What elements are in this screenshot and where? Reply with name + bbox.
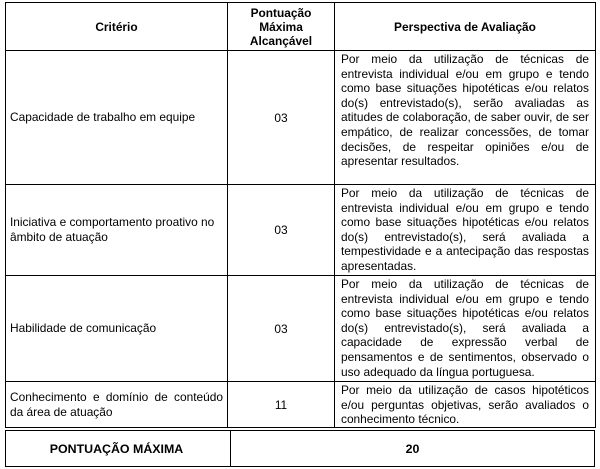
criterio-cell: Habilidade de comunicação [6, 276, 228, 382]
pontuacao-cell: 11 [228, 382, 335, 428]
total-row [5, 430, 595, 467]
header-pontuacao-line1: Pontuação [250, 5, 312, 20]
criterio-cell: Capacidade de trabalho em equipe [6, 51, 228, 185]
header-pontuacao-line2: Máxima [259, 19, 303, 34]
header-perspectiva: Perspectiva de Avaliação [335, 3, 596, 51]
table-row [6, 185, 596, 276]
table-row [6, 276, 596, 382]
header-criterio: Critério [6, 3, 228, 51]
header-pontuacao [228, 3, 335, 51]
total-label: PONTUAÇÃO MÁXIMA [5, 430, 227, 467]
perspectiva-text: Por meio da utilização de técnicas de entrevista individual e/ou em grupo e tendo como base situações hipotéticas e/ou relatos do(s) entrevistado(s), será avaliada a capacidade de expressão verbal de pensamentos e de sentimentos, observado o uso adequado da língua portuguesa. [341, 277, 589, 379]
header-pontuacao-line3: Alcançável [249, 33, 313, 48]
criterio-cell: Iniciativa e comportamento proativo no âmbito de atuação [6, 185, 228, 276]
criteria-table [5, 2, 596, 428]
table-row [6, 51, 596, 185]
perspectiva-cell [335, 276, 596, 382]
pontuacao-cell: 03 [228, 185, 335, 276]
pontuacao-cell: 03 [228, 51, 335, 185]
total-table [5, 430, 595, 467]
pontuacao-cell: 03 [228, 276, 335, 382]
perspectiva-text: Por meio da utilização de casos hipotéticos e/ou perguntas objetivas, serão avaliados o conhecimento técnico. [341, 383, 589, 427]
perspectiva-text: Por meio da utilização de técnicas de entrevista individual e/ou em grupo e tendo como base situações hipotéticas e/ou relatos do(s) entrevistado(s), será avaliada a tempestividade e a antecipação das respostas apresentadas. [341, 186, 589, 273]
perspectiva-text: Por meio da utilização de técnicas de entrevista individual e/ou em grupo e tendo como base situações hipotéticas e/ou relatos do(s) entrevistado(s), serão avaliadas as atitudes de colaboração, de saber ouvir, de ser empático, de realizar concessões, de tomar decisões, de respeitar opiniões e/ou de apresentar resultados. [341, 52, 589, 169]
perspectiva-cell [335, 185, 596, 276]
header-row [6, 3, 596, 51]
table-row [6, 382, 596, 428]
perspectiva-cell [335, 51, 596, 185]
criterio-cell: Conhecimento e domínio de conteúdo da área de atuação [6, 382, 228, 428]
perspectiva-cell [335, 382, 596, 428]
total-value: 20 [230, 430, 595, 467]
